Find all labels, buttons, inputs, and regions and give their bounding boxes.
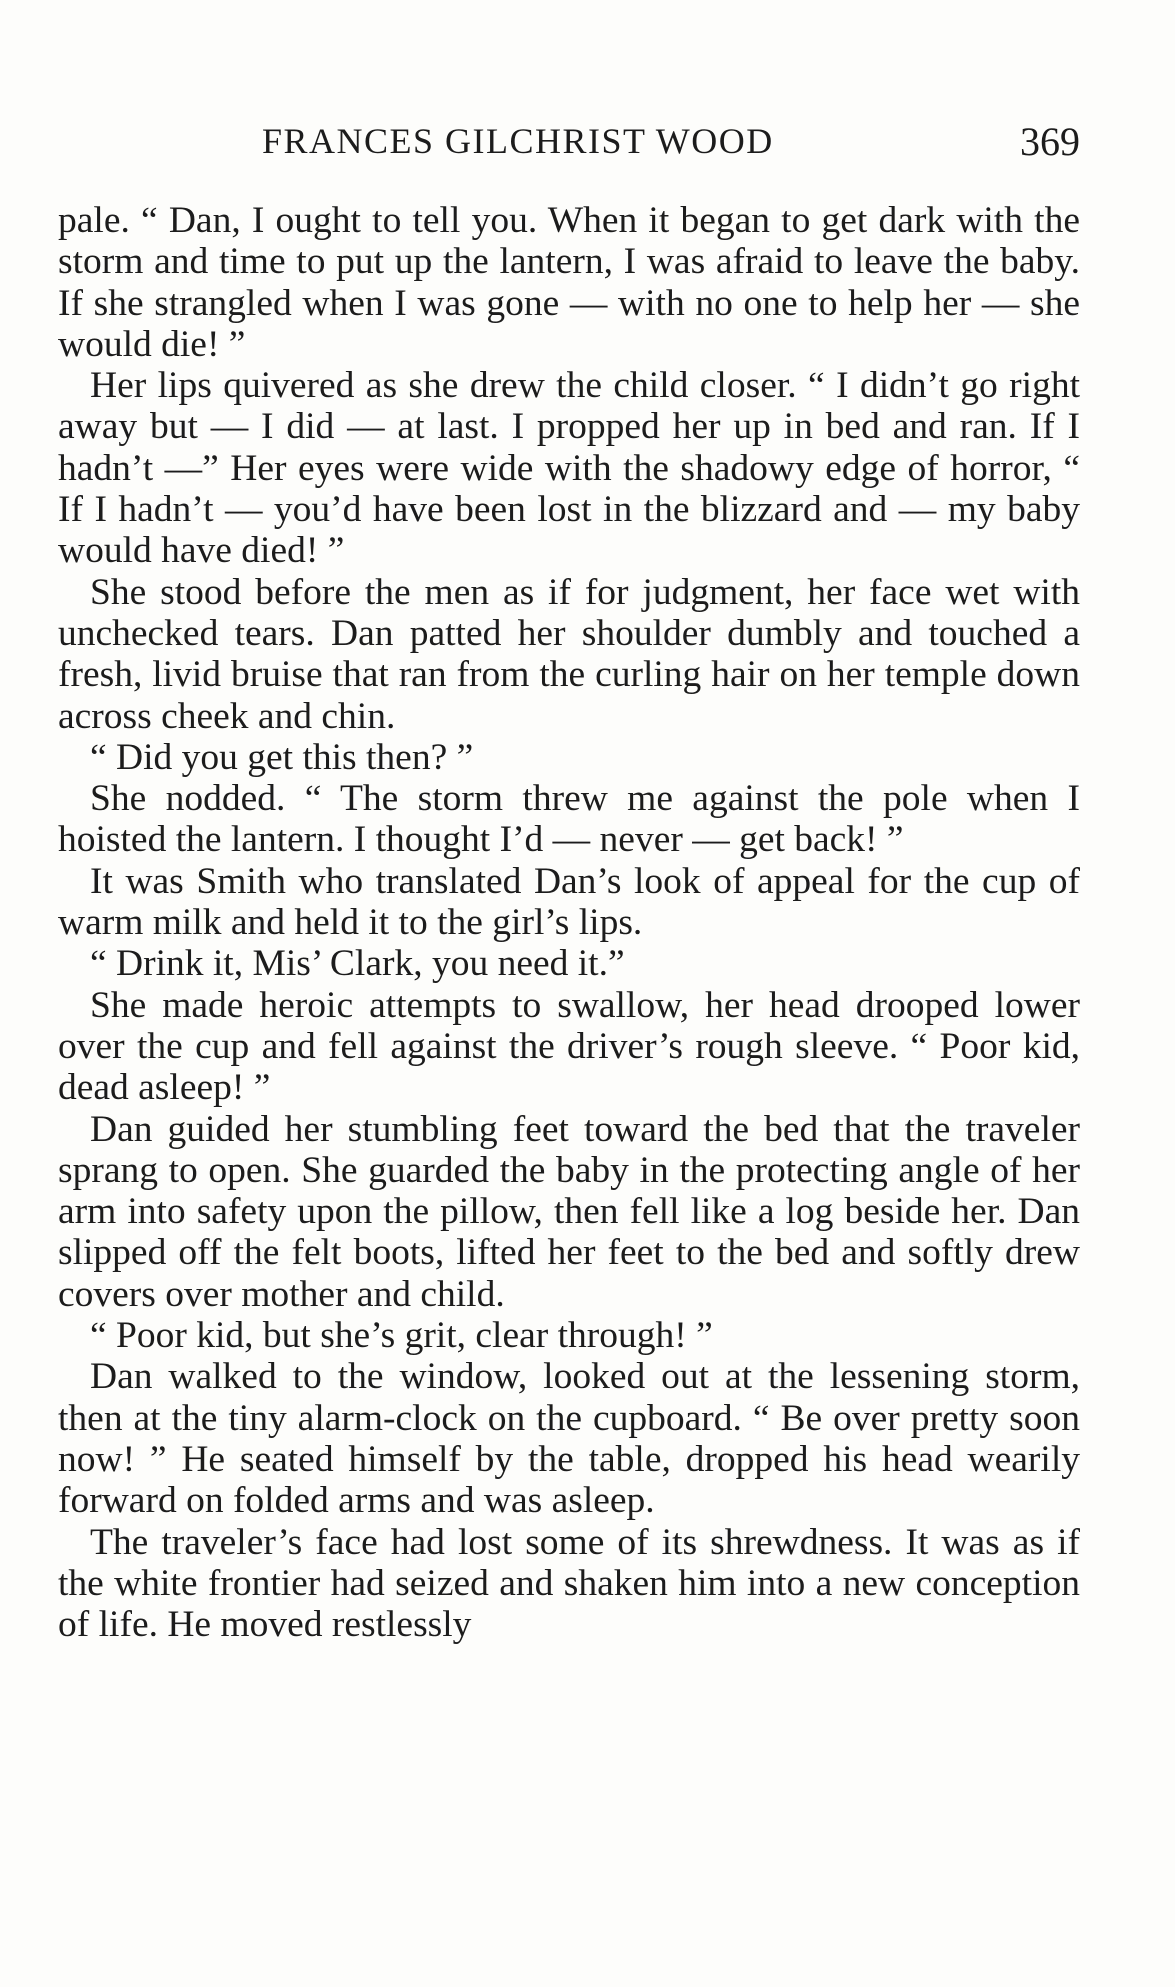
- paragraph: Dan walked to the window, looked out at the lessening storm, then at the tiny alarm-clock on the cupboard. “ Be over pretty soon now! ” He seated himself by the table, dropped his head wearily forward on folded arms and was asleep.: [58, 1356, 1080, 1522]
- paragraph: She stood before the men as if for judgment, her face wet with unchecked tears. Dan patted her shoulder dumbly and touched a fresh, livid bruise that ran from the curling hair on her temple down across cheek and chin.: [58, 571, 1080, 737]
- paragraph: The traveler’s face had lost some of its shrewdness. It was as if the white frontier had seized and shaken him into a new conception of life. He moved restlessly: [58, 1521, 1080, 1646]
- body-text: [58, 200, 1080, 1645]
- running-title: FRANCES GILCHRIST WOOD: [262, 121, 774, 161]
- paragraph: It was Smith who translated Dan’s look of appeal for the cup of warm milk and held it to the girl’s lips.: [58, 860, 1080, 944]
- paragraph: “ Drink it, Mis’ Clark, you need it.”: [90, 943, 625, 985]
- paragraph: She made heroic attempts to swallow, her head drooped lower over the cup and fell against the driver’s rough sleeve. “ Poor kid, dead asleep! ”: [58, 984, 1080, 1109]
- paragraph: Her lips quivered as she drew the child closer. “ I didn’t go right away but — I did — at last. I propped her up in bed and ran. If I hadn’t —” Her eyes were wide with the shadowy edge of horror, “ If I hadn’t — you’d have been lost in the blizzard and — my baby would have died! ”: [58, 365, 1080, 572]
- paragraph: Dan guided her stumbling feet toward the bed that the traveler sprang to open. She guarded the baby in the protecting angle of her arm into safety upon the pillow, then fell like a log beside her. Dan slipped off the felt boots, lifted her feet to the bed and softly drew covers over mother and child.: [58, 1108, 1080, 1315]
- paragraph: She nodded. “ The storm threw me against the pole when I hoisted the lantern. I thought I’d — never — get back! ”: [58, 778, 1080, 861]
- paragraph: “ Poor kid, but she’s grit, clear through! ”: [90, 1315, 713, 1357]
- page-number: 369: [1020, 119, 1080, 164]
- paragraph: pale. “ Dan, I ought to tell you. When it began to get dark with the storm and time to put up the lantern, I was afraid to leave the baby. If she strangled when I was gone — with no one to help her — she would die! ”: [58, 200, 1080, 365]
- running-header: [58, 110, 1080, 170]
- paragraph: “ Did you get this then? ”: [90, 736, 474, 778]
- book-page: [58, 110, 1080, 1645]
